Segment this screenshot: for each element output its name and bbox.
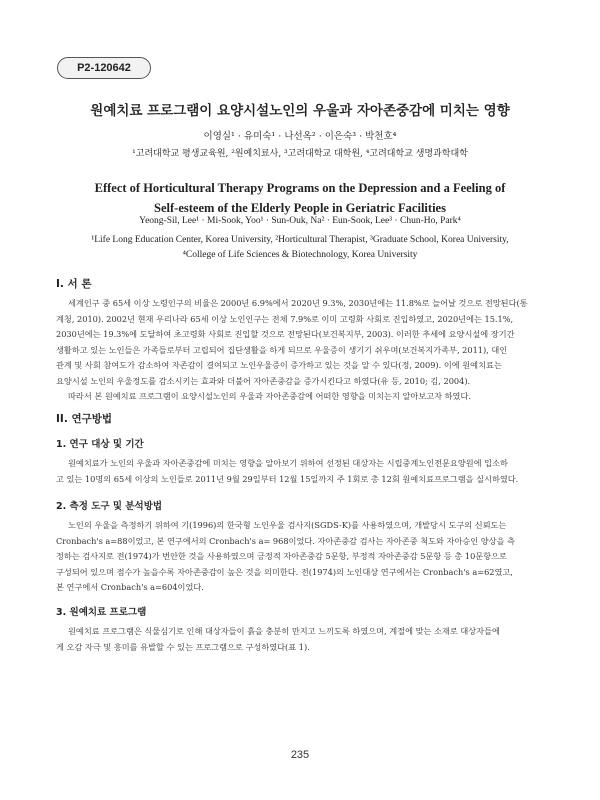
program-paragraph: [56, 624, 544, 655]
paragraph-line: 2030년에는 19.3%에 도달하여 초고령화 사회로 진입할 것으로 전망된다(보건복지부, 2003). 이러한 추세에 요양시설에 장기간: [56, 329, 515, 339]
paragraph-line: 계청, 2010). 2002년 현재 우리나라 65세 이상 노인인구는 전체 7.9%로 이미 고령화 사회로 진입하였고, 2020년에는 15.1%,: [56, 313, 514, 324]
paragraph-line: 정하는 검사지로 전(1974)가 번안한 것을 사용하였으며 긍정적 자아존중감 5문항, 부정적 자아존중감 5문항 등 총 10문항으로: [56, 551, 507, 561]
paragraph-line: 고 있는 10명의 65세 이상의 노인들로 2011년 9월 29일부터 12월 15일까지 주 1회로 총 12회 원예치료프로그램을 실시하였다.: [56, 473, 519, 484]
paragraph-line: 노인의 우울을 측정하기 위하여 기(1996)의 한국형 노인우울 검사지(SGDS-K)를 사용하였으며, 개발당시 도구의 신뢰도는: [68, 520, 507, 530]
section-heading-intro: I. 서 론: [56, 278, 92, 290]
section-heading-methods: II. 연구방법: [56, 413, 113, 425]
paragraph-line: 구성되어 있으며 점수가 높을수록 자아존중감이 높은 것을 의미한다. 전(1974)의 노인대상 연구에서는 Cronbach's a=62였고,: [56, 566, 513, 577]
abstract-id-badge: P2-120642: [57, 57, 151, 79]
paragraph-line: 관계 및 사회 참여도가 감소하여 자존감이 결여되고 노인우울증이 증가하고 있는 것을 알 수 있다(정, 2009). 이에 원예치료는: [56, 360, 502, 370]
subsection-heading-subjects: 1. 연구 대상 및 기간: [56, 439, 144, 450]
english-authors: Yeong-Sil, Lee¹ · Mi-Sook, Yoo¹ · Sun-Ouk, Na² · Eun-Sook, Lee³ · Chun-Ho, Park⁴: [139, 216, 461, 226]
page-number: 235: [290, 749, 310, 761]
english-affiliations-line-2: ⁴College of Life Sciences & Biotechnology, Korea University: [182, 250, 418, 260]
paragraph-line: 게 오감 자극 및 흥미를 유발할 수 있는 프로그램으로 구성하였다(표 1).: [56, 641, 310, 652]
english-title: [0, 178, 600, 218]
english-title-line-1: Effect of Horticultural Therapy Programs on the Depression and a Feeling of: [94, 181, 506, 195]
english-title-line-2: Self-esteem of the Elderly People in Geriatric Facilities: [154, 201, 446, 215]
measures-paragraph: [56, 518, 544, 596]
paragraph-line: 원예치료 프로그램은 식물심기로 인해 대상자들이 흙을 충분히 만지고 느끼도록 하였으며, 계절에 맞는 소재로 대상자들에: [68, 626, 500, 636]
paragraph-line: 세계인구 중 65세 이상 노령인구의 비율은 2000년 6.9%에서 2020년 9.3%, 2030년에는 11.8%로 늘어날 것으로 전망된다(통: [68, 298, 528, 308]
paragraph-line: 원예치료가 노인의 우울과 자아존중감에 미치는 영향을 알아보기 위하여 선정된 대상자는 시립중계노인전문요양원에 입소하: [68, 458, 508, 468]
paragraph-line: 생활하고 있는 노인들은 가족들로부터 고립되어 집단생활을 하게 되므로 우울증이 생기기 쉬우며(보건복지가족부, 2011), 대인: [56, 344, 508, 355]
korean-title: 원예치료 프로그램이 요양시설노인의 우울과 자아존중감에 미치는 영향: [90, 103, 510, 119]
english-affiliations: [0, 233, 600, 263]
subsection-heading-measures: 2. 측정 도구 및 분석방법: [56, 501, 163, 512]
english-affiliations-line-1: ¹Life Long Education Center, Korea University, ²Horticultural Therapist, ³Graduate School, Korea University,: [91, 235, 509, 245]
paragraph-line: 본 연구에서 Cronbach's a=604이었다.: [56, 582, 204, 592]
paragraph-line: 요양시설 노인의 우울정도를 감소시키는 효과와 더불어 자아존중감을 증가시킨다고 하였다(유 등, 2010; 김, 2004).: [56, 375, 471, 386]
korean-authors: 이영실¹ · 유미숙¹ · 나선옥² · 이은숙³ · 박천호⁴: [203, 131, 397, 142]
korean-affiliations: ¹고려대학교 평생교육원, ²원예치료사, ³고려대학교 대학원, ⁴고려대학교 생명과학대학: [132, 149, 468, 159]
subsection-heading-program: 3. 원예치료 프로그램: [56, 607, 147, 618]
intro-paragraph: [56, 296, 544, 405]
paragraph-line: 따라서 본 원예치료 프로그램이 요양시설노인의 우울과 자아존중감에 어떠한 영향을 미치는지 알아보고자 하였다.: [68, 391, 471, 401]
subjects-paragraph: [56, 456, 544, 487]
paragraph-line: Cronbach's a=88이었고, 본 연구에서의 Cronbach's a= 968이었다. 자아존중감 검사는 자아존중 척도와 자아승인 양상을 측: [56, 535, 516, 546]
